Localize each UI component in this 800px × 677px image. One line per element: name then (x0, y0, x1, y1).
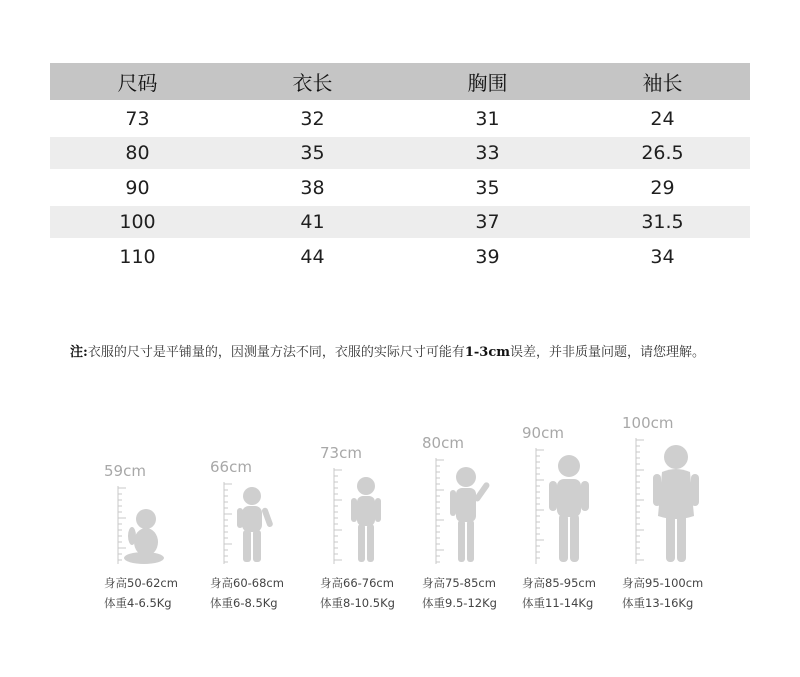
size-figure-59 (104, 400, 214, 630)
table-cell: 24 (650, 107, 675, 130)
seated-baby-icon (122, 508, 168, 564)
size-figure-80 (422, 400, 532, 630)
size-table (50, 63, 750, 275)
table-cell: 31 (475, 107, 500, 130)
height-label: 100cm (622, 414, 674, 432)
height-range: 身高75-85cm (422, 576, 496, 590)
note-highlight: 1-3cm (464, 345, 510, 360)
table-row (50, 238, 750, 275)
table-row (50, 137, 750, 169)
table-cell: 31.5 (641, 211, 684, 233)
table-cell: 33 (475, 142, 500, 164)
size-figure-66 (210, 400, 320, 630)
weight-range: 体重9.5-12Kg (422, 596, 497, 610)
ruler-icon (634, 438, 646, 564)
height-label: 66cm (210, 458, 252, 476)
ruler-icon (332, 468, 344, 564)
size-figure-100 (622, 400, 732, 630)
note-text-end: 误差，并非质量问题，请您理解。 (510, 345, 706, 360)
size-figure-90 (522, 400, 632, 630)
table-row (50, 100, 750, 137)
height-range: 身高50-62cm (104, 576, 178, 590)
height-range: 身高95-100cm (622, 576, 704, 590)
figure-caption (522, 573, 596, 613)
table-cell: 90 (125, 176, 150, 199)
size-figure-73 (320, 400, 430, 630)
figure-caption (320, 573, 395, 613)
height-label: 80cm (422, 434, 464, 452)
table-row (50, 169, 750, 206)
table-cell: 35 (475, 176, 500, 199)
note-text: 衣服的尺寸是平铺量的，因测量方法不同，衣服的实际尺寸可能有 (87, 345, 465, 360)
standing-kid-icon (652, 444, 700, 564)
table-cell: 110 (119, 245, 156, 268)
height-range: 身高60-68cm (210, 576, 284, 590)
figure-caption (622, 573, 703, 613)
table-cell: 44 (300, 245, 325, 268)
header-cell: 胸围 (467, 71, 508, 95)
table-cell: 32 (300, 107, 325, 130)
weight-range: 体重6-8.5Kg (210, 596, 278, 610)
weight-range: 体重13-16Kg (622, 596, 694, 610)
note-label: 注: (70, 345, 88, 360)
height-label: 59cm (104, 462, 146, 480)
header-cell: 尺码 (117, 71, 158, 95)
header-cell: 衣长 (292, 71, 333, 95)
standing-boy-icon (546, 454, 592, 564)
table-cell: 35 (300, 142, 325, 164)
table-cell: 100 (119, 211, 156, 233)
table-cell: 39 (475, 245, 500, 268)
height-label: 73cm (320, 444, 362, 462)
waving-child-icon (450, 466, 492, 564)
figure-caption (104, 573, 178, 613)
ruler-icon (434, 458, 446, 564)
table-cell: 80 (125, 142, 150, 164)
table-cell: 26.5 (641, 142, 684, 164)
table-cell: 73 (125, 107, 150, 130)
measurement-note (70, 341, 770, 360)
figure-caption (210, 573, 284, 613)
weight-range: 体重4-6.5Kg (104, 596, 172, 610)
table-row (50, 206, 750, 238)
figure-caption (422, 573, 497, 613)
table-cell: 29 (650, 176, 675, 199)
table-header-row (50, 63, 750, 100)
ruler-icon (222, 482, 234, 564)
standing-toddler-icon (234, 486, 274, 564)
table-cell: 34 (650, 245, 675, 268)
standing-child-icon (348, 476, 384, 564)
weight-range: 体重8-10.5Kg (320, 596, 395, 610)
table-cell: 37 (475, 211, 500, 233)
table-cell: 38 (300, 176, 325, 199)
table-cell: 41 (300, 211, 325, 233)
height-range: 身高66-76cm (320, 576, 394, 590)
header-cell: 袖长 (642, 71, 683, 95)
ruler-icon (534, 448, 546, 564)
height-range: 身高85-95cm (522, 576, 596, 590)
weight-range: 体重11-14Kg (522, 596, 594, 610)
height-label: 90cm (522, 424, 564, 442)
